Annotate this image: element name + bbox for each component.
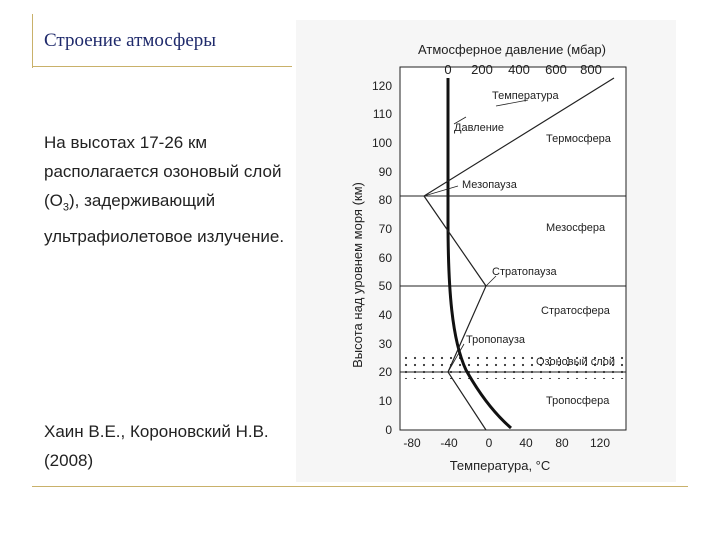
altitude-axis-label: Высота над уровнем моря (км)	[350, 182, 365, 368]
pressure-tick-600: 600	[545, 62, 567, 77]
label-mesosphere: Мезосфера	[546, 222, 606, 234]
temperature-axis-label: Температура, °C	[449, 458, 551, 473]
altitude-tick-120: 120	[371, 79, 392, 93]
altitude-tick-40: 40	[378, 308, 392, 322]
temperature-tick-40: 40	[519, 436, 533, 450]
pressure-axis-label: Атмосферное давление (мбар)	[418, 42, 606, 57]
body-text-prefix: На высотах 17-26 км располагается озоновый слой (О	[44, 133, 282, 210]
slide-body-text	[44, 128, 304, 251]
label-troposphere: Тропосфера	[546, 395, 610, 407]
frame-bottom-line	[32, 486, 688, 487]
label-stratosphere: Стратосфера	[541, 305, 610, 317]
temperature-tick-120: 120	[589, 436, 611, 450]
altitude-tick-60: 60	[378, 251, 392, 265]
altitude-tick-80: 80	[378, 193, 392, 207]
altitude-tick-50: 50	[378, 279, 392, 293]
label-mesopause: Мезопауза	[462, 179, 517, 191]
altitude-tick-30: 30	[378, 337, 392, 351]
slide-title: Строение атмосферы	[44, 30, 217, 51]
citation: Хаин В.Е., Короновский Н.В. (2008)	[44, 422, 269, 470]
label-pressure: Давление	[454, 122, 505, 134]
altitude-tick-10: 10	[378, 394, 392, 408]
altitude-tick-20: 20	[378, 365, 392, 379]
altitude-tick-90: 90	[378, 165, 392, 179]
altitude-tick-0: 0	[385, 423, 392, 437]
temperature-tick-minus-40: -40	[440, 436, 458, 450]
pressure-tick-800: 800	[580, 62, 602, 77]
pressure-tick-0: 0	[444, 62, 452, 77]
temperature-tick-minus-80: -80	[403, 436, 421, 450]
altitude-tick-110: 110	[372, 107, 392, 121]
temperature-tick-80: 80	[555, 436, 569, 450]
label-thermosphere: Термосфера	[546, 133, 611, 145]
label-stratopause: Стратопауза	[492, 266, 557, 278]
label-tropopause: Тропопауза	[466, 334, 526, 346]
frame-top-line	[32, 66, 292, 67]
pressure-tick-200: 200	[471, 62, 493, 77]
temperature-tick-0: 0	[485, 436, 493, 450]
altitude-tick-100: 100	[371, 136, 392, 150]
frame-vertical-line	[32, 14, 33, 68]
label-temperature: Температура	[492, 90, 559, 102]
altitude-tick-70: 70	[378, 222, 392, 236]
label-ozone-layer: Озоновый слой	[536, 356, 616, 368]
body-text-subscript: 3	[62, 201, 70, 214]
body-text-suffix: ), задерживающий ультрафиолетовое излучение.	[44, 191, 285, 247]
pressure-tick-400: 400	[508, 62, 530, 77]
atmosphere-structure-diagram	[296, 20, 676, 482]
